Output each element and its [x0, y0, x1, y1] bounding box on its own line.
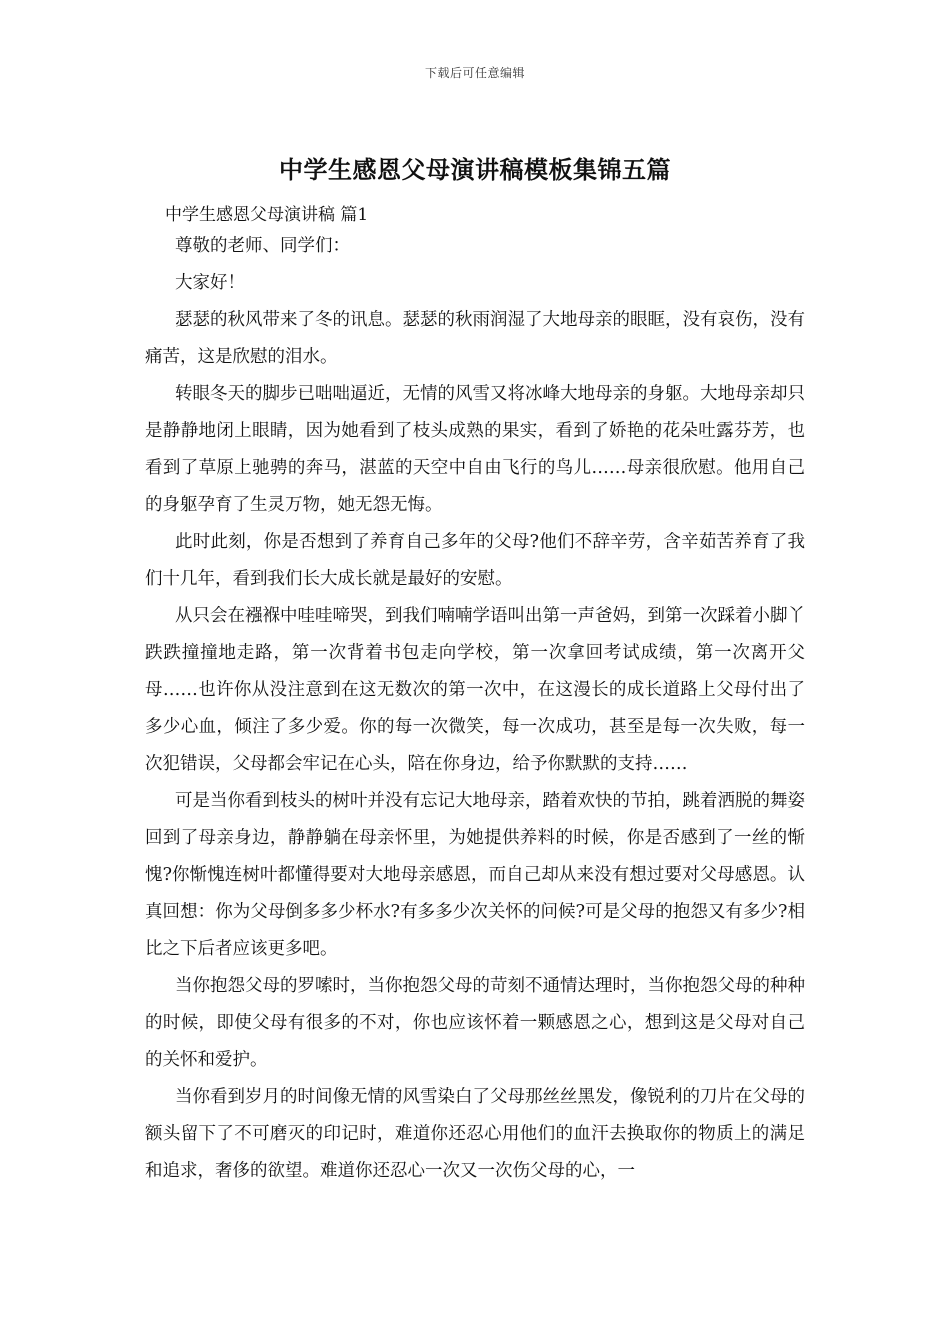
paragraph-salutation: 尊敬的老师、同学们：: [175, 236, 350, 256]
paragraph: 当你抱怨父母的罗嗦时，当你抱怨父母的苛刻不通情达理时，当你抱怨父母的种种的时候，即使父母有很多的不对，你也应该怀着一颗感恩之心，想到这是父母对自己的关怀和爱护。: [145, 976, 805, 1070]
body-text: [145, 228, 805, 1190]
paragraph: 可是当你看到枝头的树叶并没有忘记大地母亲，踏着欢快的节拍，跳着洒脱的舞姿回到了母亲身边，静静躺在母亲怀里，为她提供养料的时候，你是否感到了一丝的惭愧?你惭愧连树叶都懂得要对大地母亲感恩，而自己却从来没有想过要对父母感恩。认真回想：你为父母倒多多少杯水?有多多少次关怀的问候?可是父母的抱怨又有多少?相比之下后者应该更多吧。: [145, 791, 805, 959]
paragraph: 转眼冬天的脚步已咄咄逼近，无情的风雪又将冰峰大地母亲的身躯。大地母亲却只是静静地闭上眼睛，因为她看到了枝头成熟的果实，看到了娇艳的花朵吐露芬芳，也看到了草原上驰骋的奔马，湛蓝的天空中自由飞行的鸟儿……母亲很欣慰。他用自己的身躯孕育了生灵万物，她无怨无悔。: [145, 384, 805, 515]
header-note: 下载后可任意编辑: [424, 66, 525, 80]
paragraph: 从只会在襁褓中哇哇啼哭，到我们喃喃学语叫出第一声爸妈，到第一次踩着小脚丫跌跌撞撞地走路，第一次背着书包走向学校，第一次拿回考试成绩，第一次离开父母……也许你从没注意到在这无数次的第一次中，在这漫长的成长道路上父母付出了多少心血，倾注了多少爱。你的每一次微笑，每一次成功，甚至是每一次失败，每一次犯错误，父母都会牢记在心头，陪在你身边，给予你默默的支持……: [145, 606, 805, 774]
paragraph: 此时此刻，你是否想到了养育自己多年的父母?他们不辞辛劳，含辛茹苦养育了我们十几年，看到我们长大成长就是最好的安慰。: [145, 532, 805, 589]
paragraph: 瑟瑟的秋风带来了冬的讯息。瑟瑟的秋雨润湿了大地母亲的眼眶，没有哀伤，没有痛苦，这是欣慰的泪水。: [145, 310, 805, 367]
paragraph-greeting: 大家好！: [175, 273, 245, 293]
section-heading: 中学生感恩父母演讲稿 篇1: [165, 205, 369, 225]
document-title: 中学生感恩父母演讲稿模板集锦五篇: [279, 155, 671, 184]
paragraph: 当你看到岁月的时间像无情的风雪染白了父母那丝丝黑发，像锐利的刀片在父母的额头留下了不可磨灭的印记时，难道你还忍心用他们的血汗去换取你的物质上的满足和追求，奢侈的欲望。难道你还忍心一次又一次伤父母的心，一: [145, 1087, 805, 1181]
